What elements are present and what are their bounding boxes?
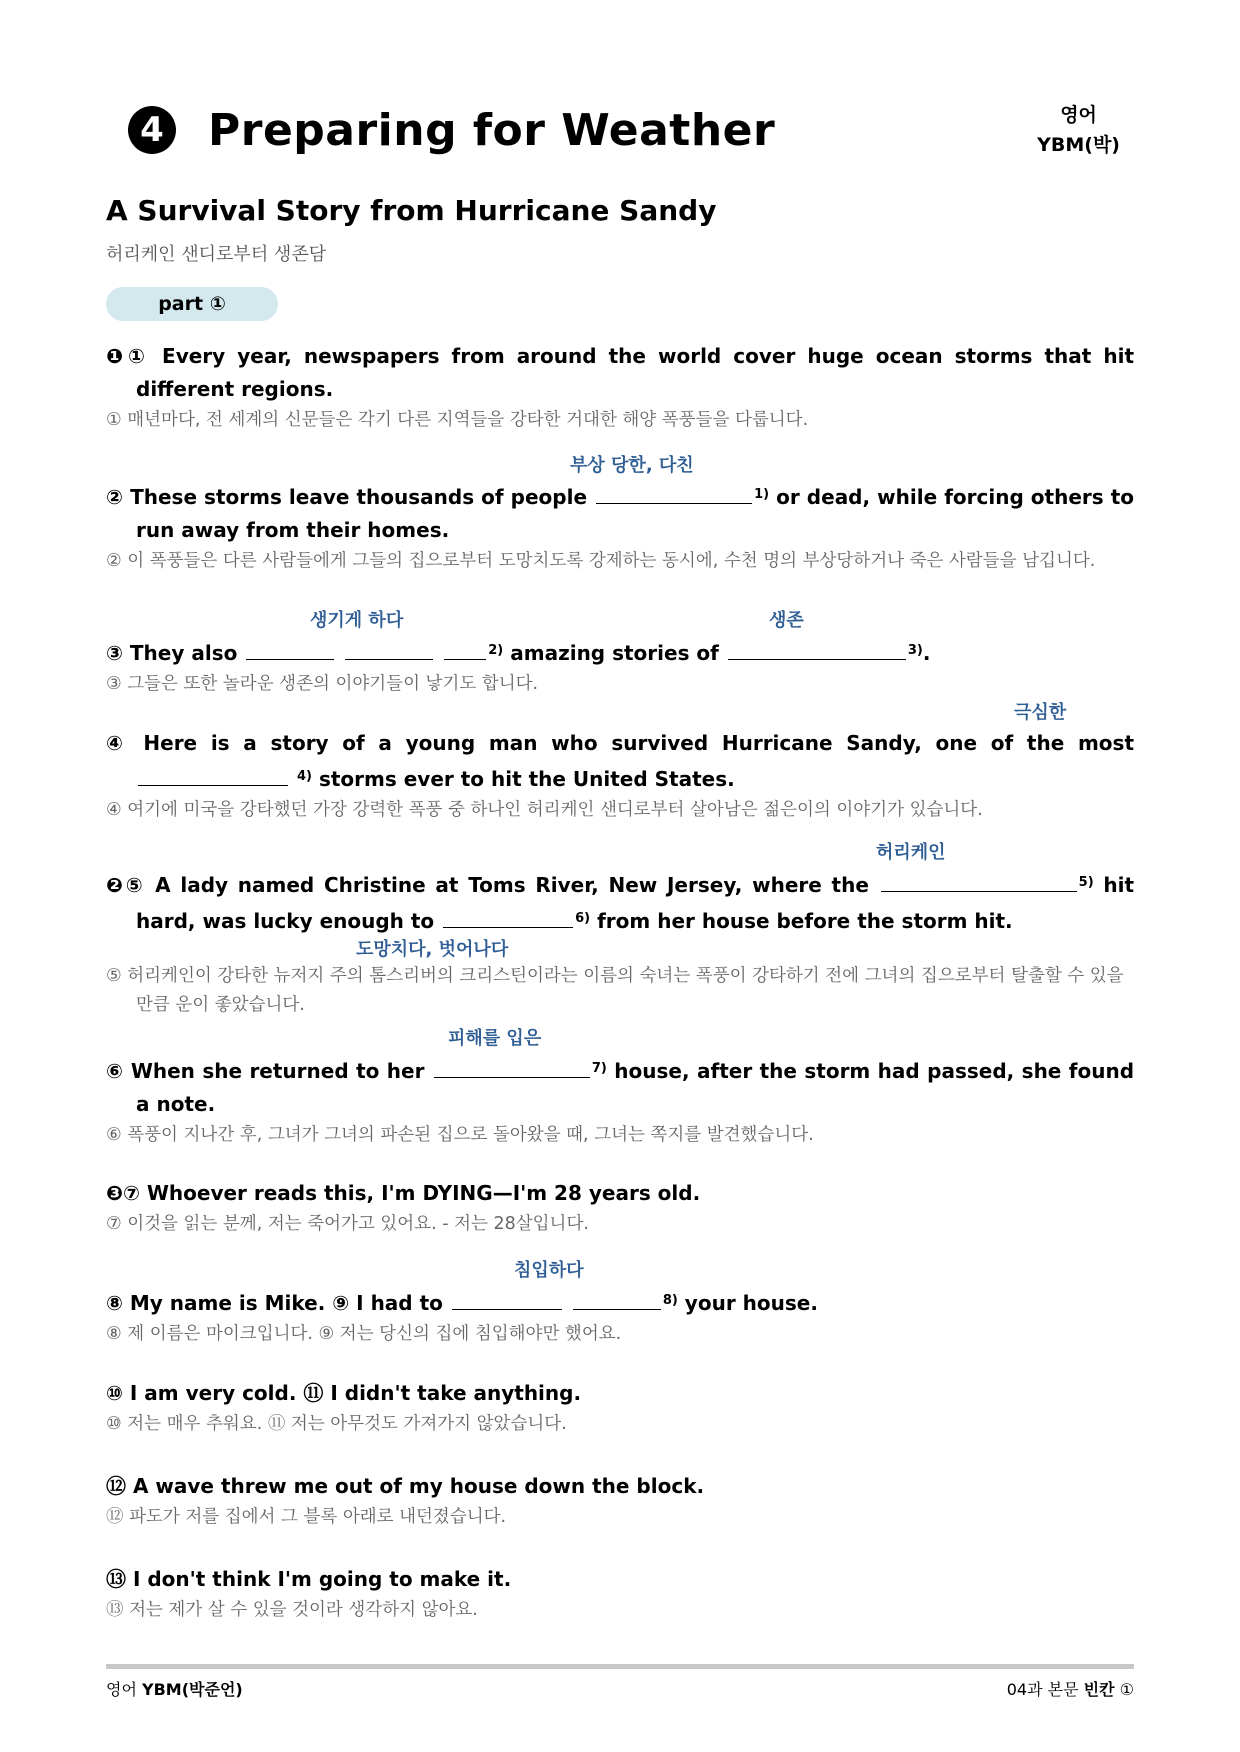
sentence-2-en: ② These storms leave thousands of people $^{1)}$ or dead, while forcing others to run away from their homes.: [106, 485, 1135, 542]
sentence-13-kr: ⑬ 저는 제가 살 수 있을 것이라 생각하지 않아요.: [106, 1600, 478, 1620]
blank-2c[interactable]: [444, 639, 486, 660]
hint-7: 피해를 입은: [448, 1028, 542, 1049]
blank-8a[interactable]: [452, 1289, 562, 1310]
blank-5[interactable]: [881, 871, 1077, 892]
sentence-1: [106, 340, 1134, 435]
footer-left: 영어 YBM(박준언): [106, 1680, 243, 1699]
sentence-7-en: ❸⑦ Whoever reads this, I'm DYING—I'm 28 years old.: [106, 1181, 701, 1205]
sentence-12-en: ⑫ A wave threw me out of my house down the block.: [106, 1474, 705, 1498]
sentence-2-kr: ② 이 폭풍들은 다른 사람들에게 그들의 집으로부터 도망치도록 강제하는 동시에, 수천 명의 부상당하거나 죽은 사람들을 남깁니다.: [106, 551, 1096, 571]
blank-8b[interactable]: [573, 1289, 661, 1310]
sentence-3: [106, 634, 1134, 699]
sentence-7-kr: ⑦ 이것을 읽는 분께, 저는 죽어가고 있어요. - 저는 28살입니다.: [106, 1214, 589, 1234]
sentence-5-kr-block: [106, 962, 1134, 1020]
sentence-6-kr: ⑥ 폭풍이 지나간 후, 그녀가 그녀의 파손된 집으로 돌아왔을 때, 그녀는 쪽지를 발견했습니다.: [106, 1125, 814, 1145]
unit-title-text: Preparing for Weather: [208, 104, 776, 156]
hint-5: 허리케인: [876, 842, 946, 863]
sentence-10-en: ⑩ I am very cold. ⑪ I didn't take anything.: [106, 1381, 582, 1405]
sentence-3-en: ③ They also $^{2)}$ amazing stories of $^{3)}$.: [106, 641, 931, 665]
sentence-2: [106, 478, 1134, 576]
sentence-8-en: ⑧ My name is Mike. ⑨ I had to $^{8)}$ your house.: [106, 1291, 818, 1315]
sentence-8: [106, 1284, 1134, 1349]
publisher: YBM(박): [1037, 134, 1120, 156]
blank-2b[interactable]: [345, 639, 433, 660]
sentence-5-en: ❷⑤ A lady named Christine at Toms River, New Jersey, where the $^{5)}$ hit hard, was lucky enough to $^{6)}$ from her house before the storm hit.: [106, 873, 1135, 933]
sentence-12-kr: ⑫ 파도가 저를 집에서 그 블록 아래로 내던졌습니다.: [106, 1507, 507, 1527]
sentence-10-kr: ⑩ 저는 매우 추워요. ⑪ 저는 아무것도 가져가지 않았습니다.: [106, 1414, 567, 1434]
subject: 영어: [1060, 104, 1097, 126]
sentence-7: [106, 1177, 1134, 1239]
blank-6[interactable]: [443, 907, 573, 928]
hint-6: 도망치다, 벗어나다: [356, 939, 509, 960]
blank-7[interactable]: [434, 1057, 590, 1078]
hint-1: 부상 당한, 다친: [570, 455, 694, 476]
sentence-13: [106, 1563, 1134, 1625]
sentence-3-kr: ③ 그들은 또한 놀라운 생존의 이야기들이 낳기도 합니다.: [106, 674, 539, 694]
blank-1[interactable]: [596, 483, 752, 504]
sentence-6-en: ⑥ When she returned to her $^{7)}$ house, after the storm had passed, she found a note.: [106, 1059, 1135, 1116]
sentence-4-kr: ④ 여기에 미국을 강타했던 가장 강력한 폭풍 중 하나인 허리케인 샌디로부터 살아남은 젊은이의 이야기가 있습니다.: [106, 800, 983, 820]
blank-2a[interactable]: [246, 639, 334, 660]
sentence-12: [106, 1470, 1134, 1532]
sentence-1-en: ❶① Every year, newspapers from around the world cover huge ocean storms that hit different regions.: [106, 344, 1135, 401]
unit-number-badge: 4: [128, 106, 176, 154]
hint-2: 생기게 하다: [310, 610, 404, 631]
sentence-5: [106, 866, 1134, 938]
sentence-5-kr: ⑤ 허리케인이 강타한 뉴저지 주의 톰스리버의 크리스틴이라는 이름의 숙녀는 폭풍이 강타하기 전에 그녀의 집으로부터 탈출할 수 있을 만큼 운이 좋았습니다.: [106, 966, 1124, 1015]
part-badge: part ①: [106, 287, 278, 321]
blank-4[interactable]: [138, 765, 288, 786]
sentence-10: [106, 1377, 1134, 1439]
footer-divider: [106, 1664, 1134, 1669]
sentence-4: [106, 727, 1134, 825]
subject-label: [1037, 100, 1120, 160]
sentence-8-kr: ⑧ 제 이름은 마이크입니다. ⑨ 저는 당신의 집에 침입해야만 했어요.: [106, 1324, 622, 1344]
sentence-6: [106, 1052, 1134, 1150]
sentence-1-kr: ① 매년마다, 전 세계의 신문들은 각기 다른 지역들을 강타한 거대한 해양 폭풍들을 다룹니다.: [106, 410, 809, 430]
lesson-title: A Survival Story from Hurricane Sandy: [106, 194, 717, 227]
sentence-13-en: ⑬ I don't think I'm going to make it.: [106, 1567, 512, 1591]
lesson-subtitle: 허리케인 샌디로부터 생존담: [106, 244, 327, 265]
sentence-4-en: ④ Here is a story of a young man who survived Hurricane Sandy, one of the most $^{4)}$ storms ever to hit the United States.: [106, 731, 1135, 791]
blank-3[interactable]: [728, 639, 906, 660]
hint-3: 생존: [769, 610, 804, 631]
unit-title: [128, 98, 775, 162]
hint-8: 침입하다: [514, 1260, 584, 1281]
hint-4: 극심한: [1014, 702, 1067, 723]
footer-right: 04과 본문 빈칸 ①: [1006, 1680, 1134, 1699]
